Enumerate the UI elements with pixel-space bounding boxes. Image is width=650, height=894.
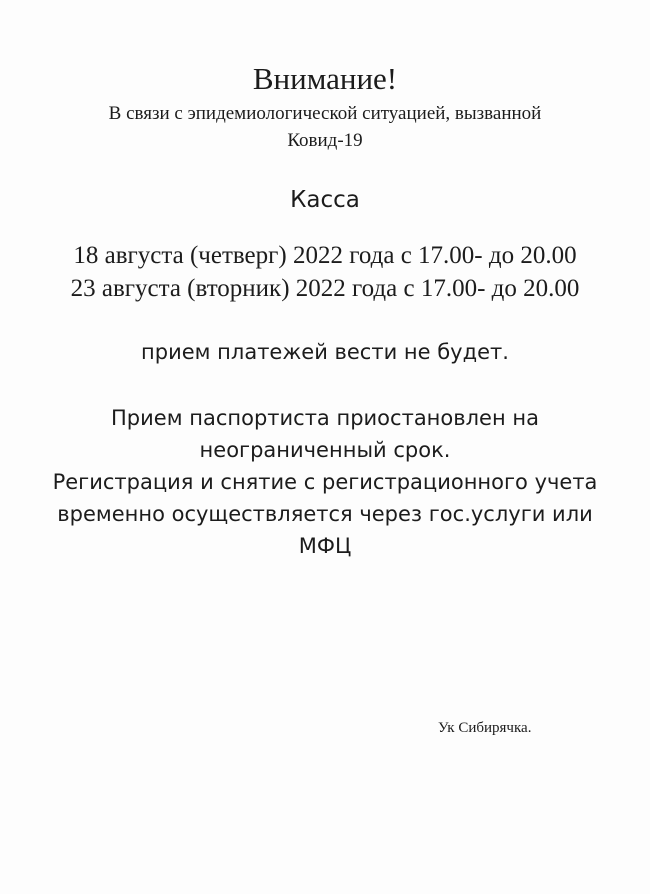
passport-line-4: временно осуществляется через гос.услуги или [57, 502, 593, 526]
payment-notice: прием платежей вести не будет. [141, 340, 509, 364]
passport-line-2: неограниченный срок. [199, 438, 451, 462]
section-heading: Касса [290, 187, 360, 213]
passport-line-1: Прием паспортиста приостановлен на [111, 406, 539, 430]
passport-line-5: МФЦ [298, 534, 352, 558]
notice-title: Внимание! [252, 61, 398, 96]
signature: Ук Сибирячка. [438, 720, 532, 736]
intro-line-2: Ковид-19 [287, 130, 363, 151]
closure-date-2: 23 августа (вторник) 2022 года с 17.00- до 20.00 [70, 275, 580, 302]
passport-line-3: Регистрация и снятие с регистрационного учета [52, 470, 598, 494]
intro-line-1: В связи с эпидемиологической ситуацией, вызванной [108, 103, 542, 124]
closure-date-1: 18 августа (четверг) 2022 года с 17.00- до 20.00 [73, 242, 577, 269]
